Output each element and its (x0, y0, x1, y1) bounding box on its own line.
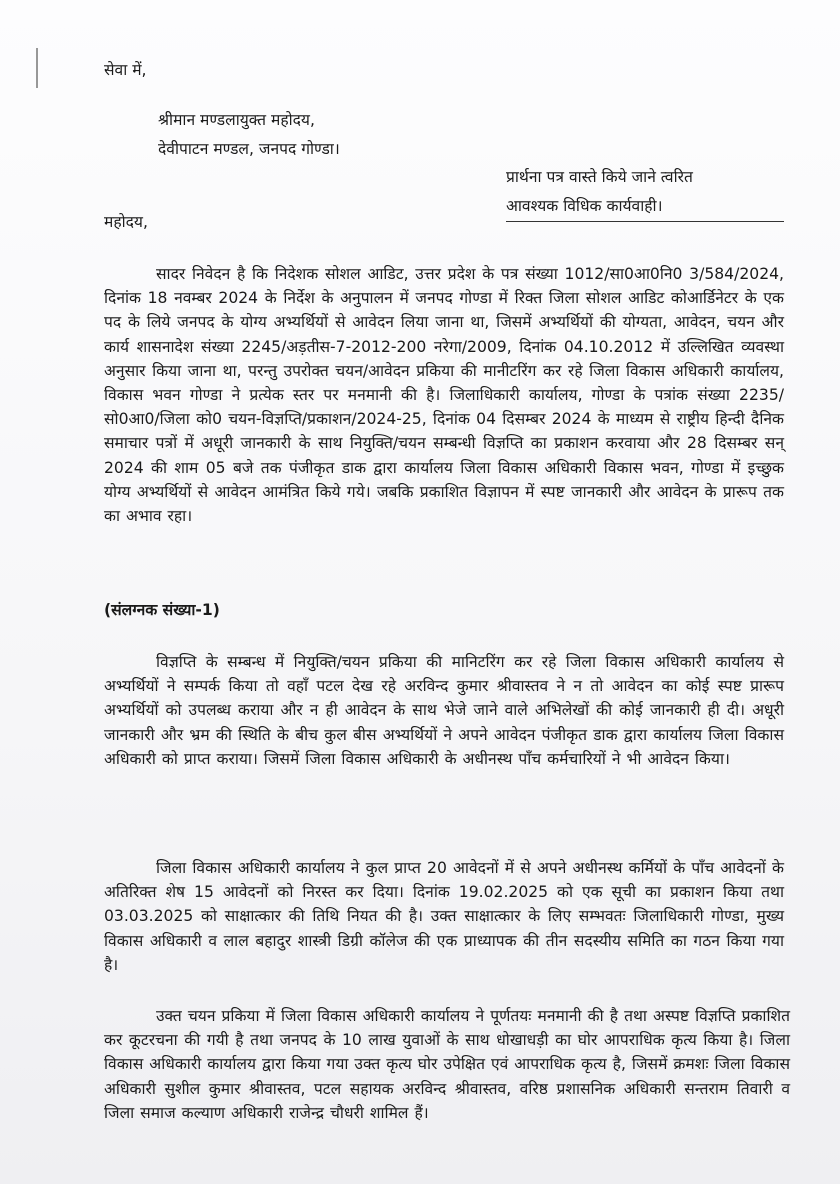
paper-mark (36, 48, 38, 88)
recipient-line-2: देवीपाटन मण्डल, जनपद गोण्डा। (158, 140, 340, 158)
recipient-line-1: श्रीमान मण्डलायुक्त महोदय, (158, 111, 315, 129)
subject-underline (506, 221, 784, 222)
greeting: महोदय, (104, 213, 148, 231)
attachment-note: (संलग्नक संख्या-1) (104, 601, 220, 619)
paragraph-2: विज्ञप्ति के सम्बन्ध में नियुक्ति/चयन प्रकिया की मानिटरिंग कर रहे जिला विकास अधिकारी कार्यालय से अभ्यर्थियों ने सम्पर्क किया तो वहाँ पटल देख रहे अरविन्द कुमार श्रीवास्तव ने न तो आवेदन का कोई स्पष्ट प्रारूप अभ्यर्थियों को उपलब्ध कराया और न ही आवेदन के साथ भेजे जाने वाले अभिलेखों की कोई जानकारी ही दी। अधूरी जानकारी और भ्रम की स्थिति के बीच कुल बीस अभ्यर्थियों ने अपने आवेदन पंजीकृत डाक द्वारा कार्यालय जिला विकास अधिकारी को प्राप्त कराया। जिसमें जिला विकास अधिकारी के अधीनस्थ पाँच कर्मचारियों ने भी आवेदन किया। (104, 653, 784, 768)
paragraph-4: उक्त चयन प्रकिया में जिला विकास अधिकारी कार्यालय ने पूर्णतयः मनमानी की है तथा अस्पष्ट विज्ञप्ति प्रकाशित कर कूटरचना की गयी है तथा जनपद के 10 लाख युवाओं के साथ धोखाधड़ी का घोर आपराधिक कृत्य किया है। जिला विकास अधिकारी कार्यालय द्वारा किया गया उक्त कृत्य घोर उपेक्षित एवं आपराधिक कृत्य है, जिसमें क्रमशः जिला विकास अधिकारी सुशील कुमार श्रीवास्तव, पटल सहायक अरविन्द श्रीवास्तव, वरिष्ठ प्रशासनिक अधिकारी सन्तराम तिवारी व जिला समाज कल्याण अधिकारी राजेन्द्र चौधरी शामिल हैं। (104, 1007, 790, 1122)
paragraph-3: जिला विकास अधिकारी कार्यालय ने कुल प्राप्त 20 आवेदनों में से अपने अधीनस्थ कर्मियों के पाँच आवेदनों के अतिरिक्त शेष 15 आवेदनों को निरस्त कर दिया। दिनांक 19.02.2025 को एक सूची का प्रकाशन किया तथा 03.03.2025 को साक्षात्कार की तिथि नियत की है। उक्त साक्षात्कार के लिए सम्भवतः जिलाधिकारी गोण्डा, मुख्य विकास अधिकारी व लाल बहादुर शास्त्री डिग्री कॉलेज की एक प्राध्यापक की तीन सदस्यीय समिति का गठन किया गया है। (104, 859, 784, 974)
subject-line-2: आवश्यक विधिक कार्यवाही। (506, 197, 663, 215)
subject-line-1: प्रार्थना पत्र वास्ते किये जाने त्वरित (506, 168, 693, 186)
salutation-to: सेवा में, (104, 61, 147, 79)
paragraph-1: सादर निवेदन है कि निदेशक सोशल आडिट, उत्तर प्रदेश के पत्र संख्या 1012/सा0आ0नि0 3/584/2024, दिनांक 18 नवम्बर 2024 के निर्देश के अनुपालन में जनपद गोण्डा में रिक्त जिला सोशल आडिट कोआर्डिनेटर के एक पद के लिये जनपद के योग्य अभ्यर्थियों से आवेदन लिया जाना था, जिसमें अभ्यर्थियों की योग्यता, आवेदन, चयन और कार्य शासनादेश संख्या 2245/अड़तीस-7-2012-200 नरेगा/2009, दिनांक 04.10.2012 में उल्लिखित व्यवस्था अनुसार किया जाना था, परन्तु उपरोक्त चयन/आवेदन प्रकिया की मानीटरिंग कर रहे जिला विकास अधिकारी कार्यालय, विकास भवन गोण्डा ने प्रत्येक स्तर पर मनमानी की है। जिलाधिकारी कार्यालय, गोण्डा के पत्रांक संख्या 2235/सो0आ0/जिला को0 चयन-विज्ञप्ति/प्रकाशन/2024-25, दिनांक 04 दिसम्बर 2024 के माध्यम से राष्ट्रीय हिन्दी दैनिक समाचार पत्रों में अधूरी जानकारी के साथ नियुक्ति/चयन सम्बन्धी विज्ञप्ति का प्रकाशन करवाया और 28 दिसम्बर सन् 2024 की शाम 05 बजे तक पंजीकृत डाक द्वारा कार्यालय जिला विकास अधिकारी विकास भवन, गोण्डा में इच्छुक योग्य अभ्यर्थियों से आवेदन आमंत्रित किये गये। जबकि प्रकाशित विज्ञापन में स्पष्ट जानकारी और आवेदन के प्रारूप तक का अभाव रहा। (104, 265, 784, 526)
